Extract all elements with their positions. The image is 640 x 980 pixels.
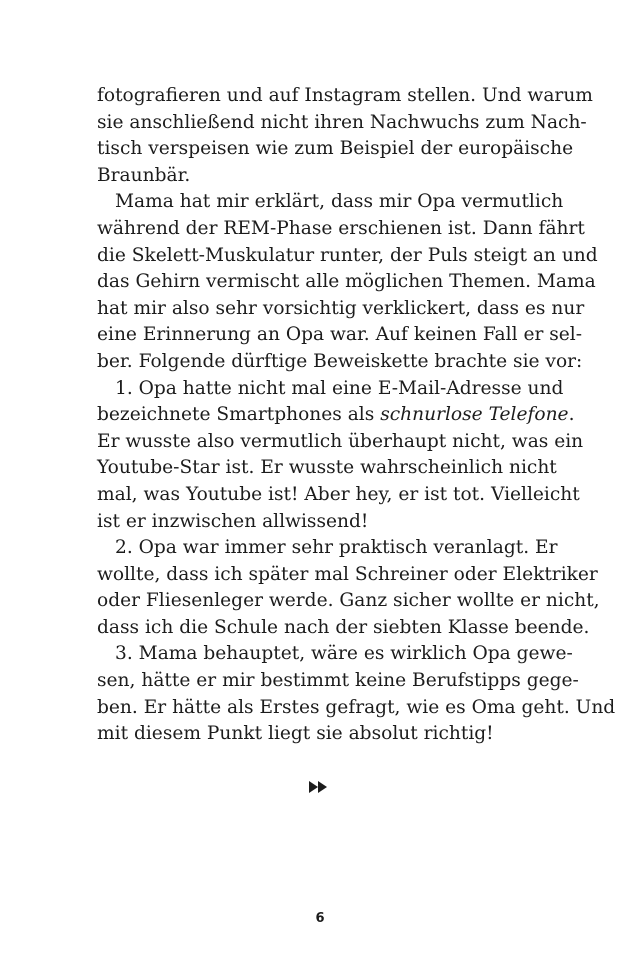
- text-line: dass ich die Schule nach der siebten Klasse beende.: [97, 616, 590, 638]
- text-line: sen, hätte er mir bestimmt keine Berufstipps gege-: [97, 670, 579, 692]
- body-text: [97, 83, 616, 748]
- text-line: 2. Opa war immer sehr praktisch veranlagt. Er: [115, 537, 558, 559]
- text-line: während der REM-Phase erschienen ist. Dann fährt: [97, 217, 585, 239]
- text-line: die Skelett-Muskulatur runter, der Puls steigt an und: [97, 244, 598, 266]
- text-line: eine Erinnerung an Opa war. Auf keinen Fall er sel-: [97, 324, 583, 346]
- text-line: wollte, dass ich später mal Schreiner oder Elektriker: [97, 563, 598, 585]
- text-line: Braunbär.: [97, 164, 191, 186]
- text-span: bezeichnete Smartphones als: [97, 404, 381, 426]
- text-line: tisch verspeisen wie zum Beispiel der europäische: [97, 138, 574, 160]
- page-number: 6: [315, 911, 325, 926]
- text-line: mit diesem Punkt liegt sie absolut richtig!: [97, 723, 494, 745]
- text-line: fotografieren und auf Instagram stellen. Und warum: [97, 85, 593, 106]
- text-line: ben. Er hätte als Erstes gefragt, wie es Oma geht. Und: [97, 696, 616, 718]
- double-arrow-right-icon: [308, 780, 328, 794]
- text-line: sie anschließend nicht ihren Nachwuchs zum Nach-: [97, 111, 587, 133]
- text-line: hat mir also sehr vorsichtig verklickert, dass es nur: [97, 297, 585, 319]
- italic-phrase: schnurlose Telefone: [380, 404, 569, 426]
- text-line: Youtube-Star ist. Er wusste wahrscheinlich nicht: [97, 457, 557, 479]
- text-line: ist er inzwischen allwissend!: [97, 510, 369, 532]
- text-line: oder Fliesenleger werde. Ganz sicher wollte er nicht,: [97, 590, 600, 612]
- text-line: mal, was Youtube ist! Aber hey, er ist tot. Vielleicht: [97, 483, 580, 505]
- text-line: [97, 402, 575, 429]
- text-line: das Gehirn vermischt alle möglichen Themen. Mama: [97, 271, 596, 293]
- text-line: ber. Folgende dürftige Beweiskette brachte sie vor:: [97, 350, 583, 372]
- text-line: 3. Mama behauptet, wäre es wirklich Opa gewe-: [115, 643, 573, 665]
- text-span: .: [568, 404, 575, 426]
- text-line: Mama hat mir erklärt, dass mir Opa vermutlich: [115, 191, 564, 213]
- text-line: Er wusste also vermutlich überhaupt nicht, was ein: [97, 430, 584, 452]
- text-line: 1. Opa hatte nicht mal eine E-Mail-Adresse und: [115, 377, 564, 399]
